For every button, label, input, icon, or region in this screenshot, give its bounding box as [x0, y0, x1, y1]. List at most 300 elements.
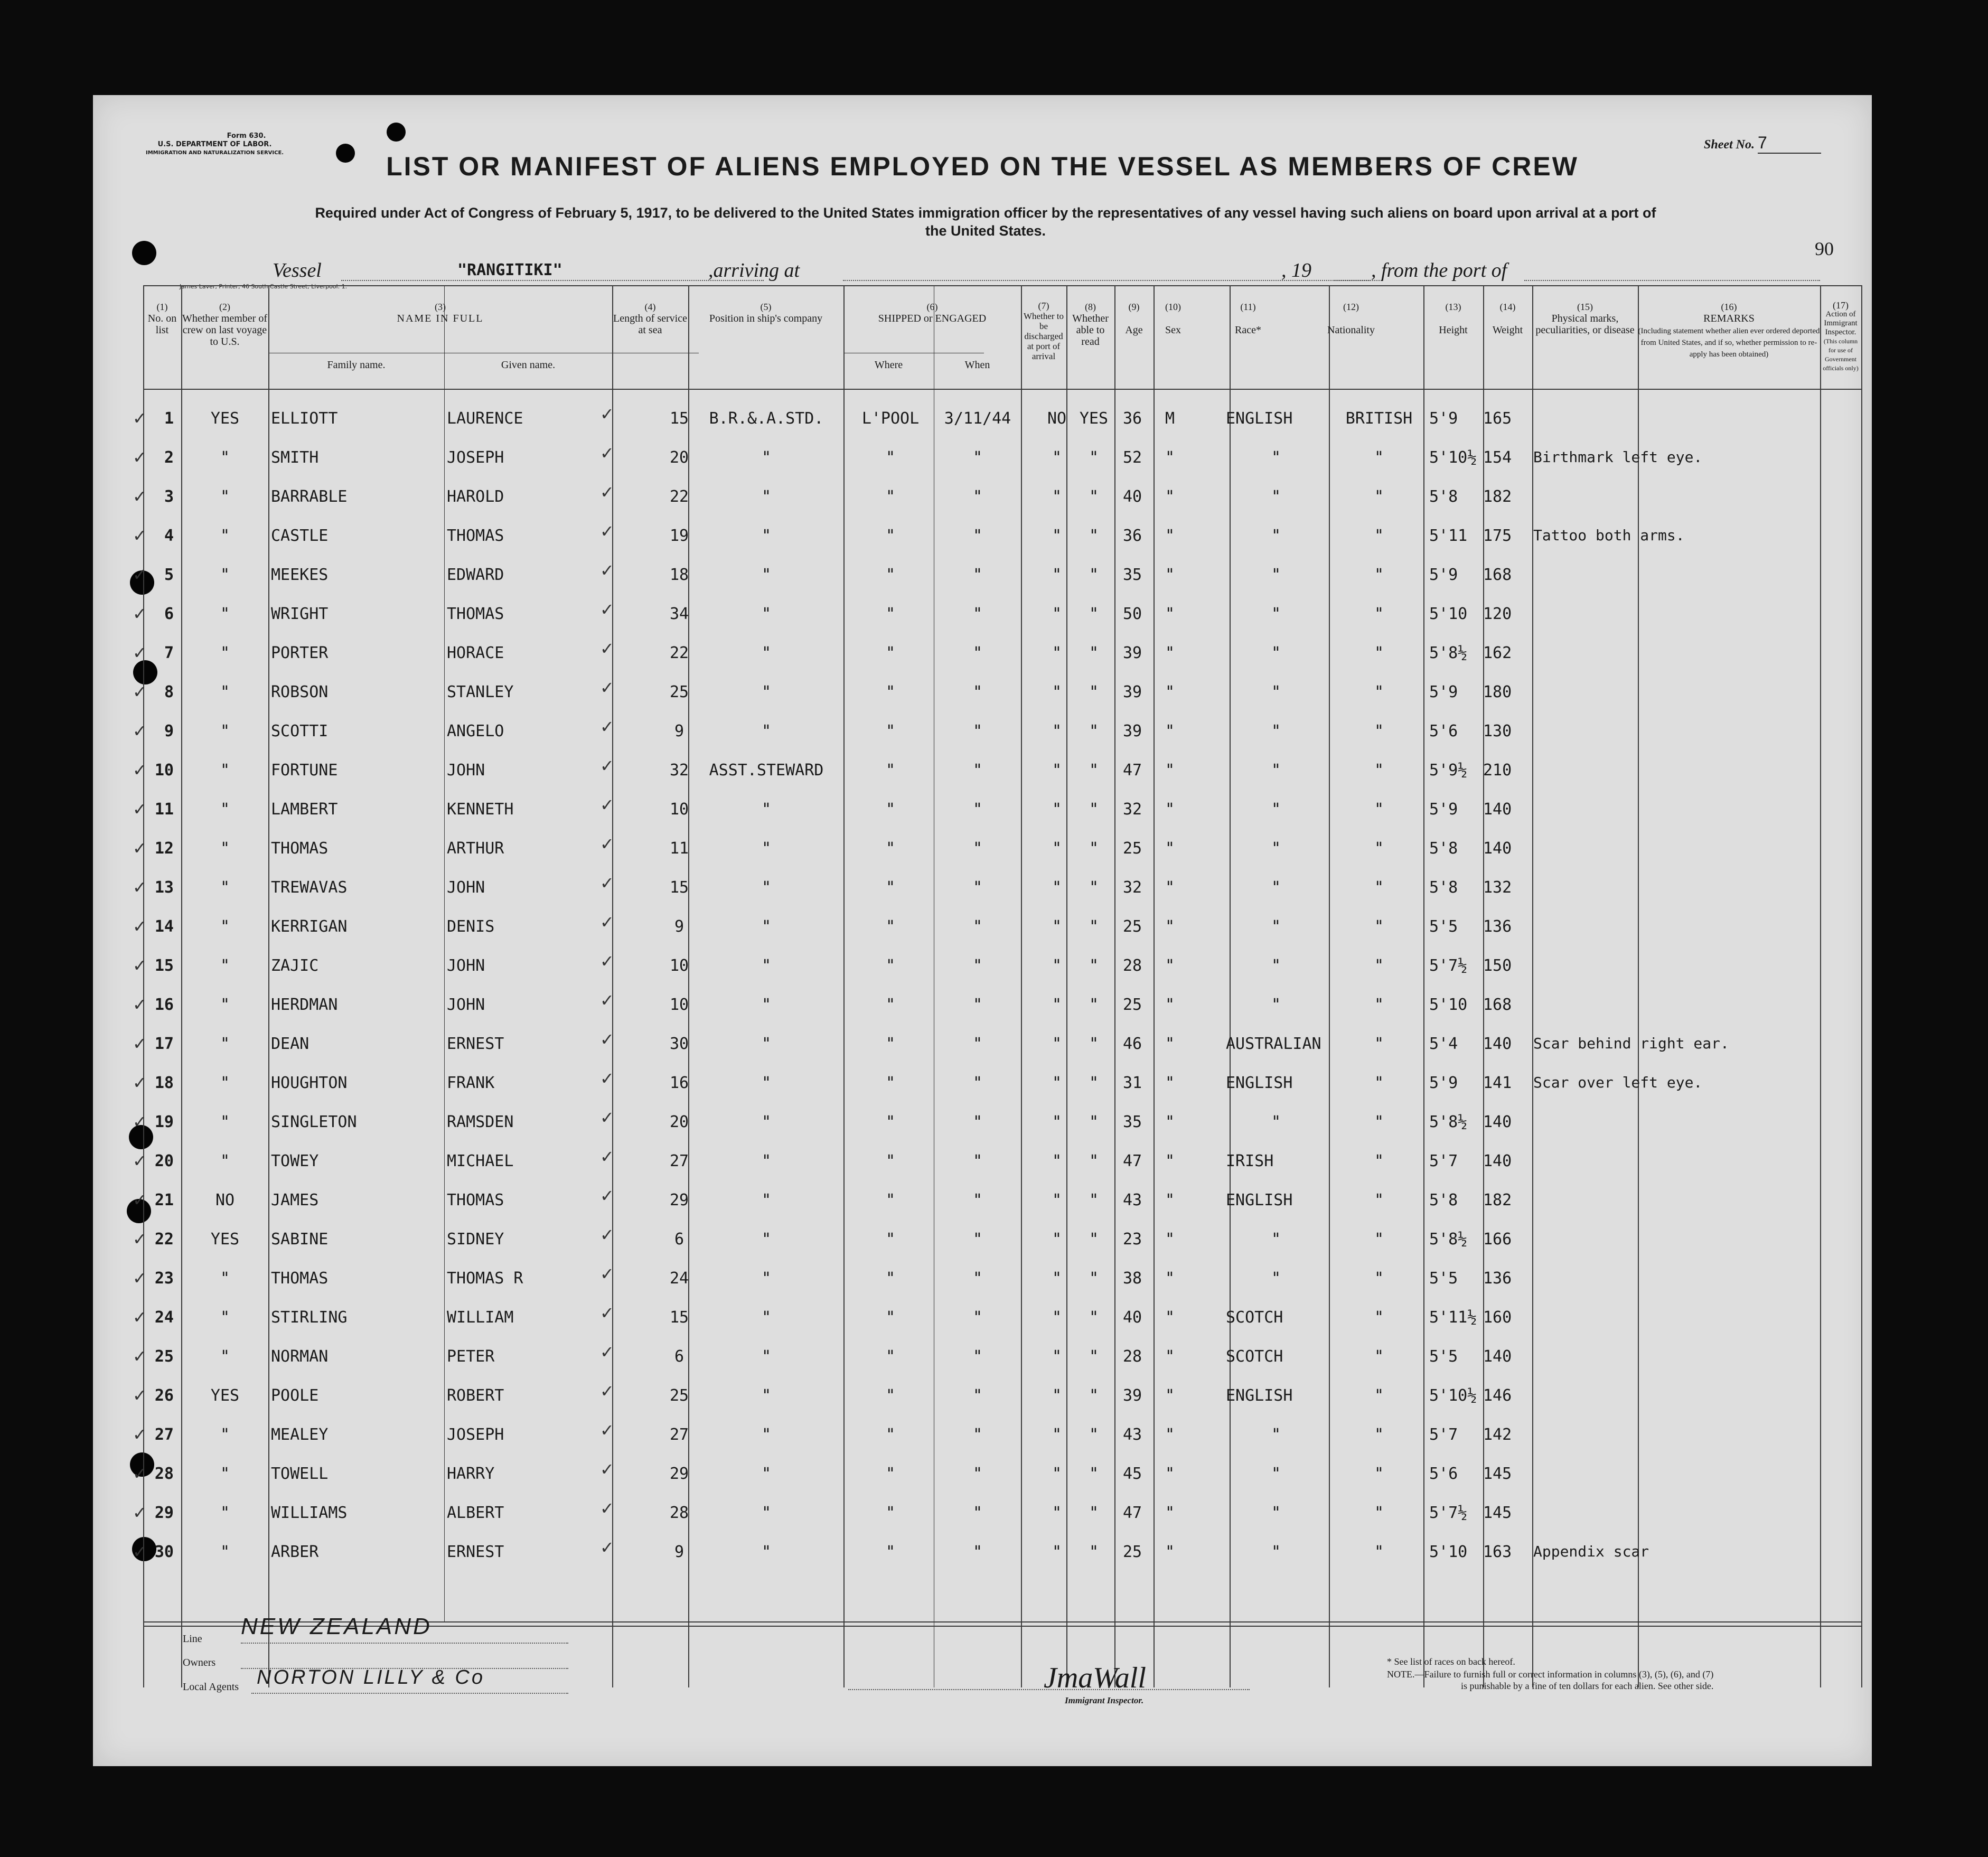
height-cell: 5'8½	[1429, 1230, 1468, 1249]
position-cell: "	[761, 1035, 772, 1053]
position-cell: "	[761, 683, 772, 701]
shipped-when-cell: "	[972, 1308, 983, 1327]
weight-cell: 130	[1483, 722, 1512, 740]
age-cell: 25	[1123, 917, 1142, 936]
family-name-cell: ELLIOTT	[271, 409, 338, 428]
height-cell: 5'10	[1429, 996, 1468, 1014]
age-cell: 46	[1123, 1035, 1142, 1053]
check-mark-icon: ✓	[600, 1537, 614, 1558]
check-mark-icon: ✓	[133, 760, 147, 780]
service-cell: 29	[669, 1465, 689, 1483]
service-cell: 25	[669, 683, 689, 701]
header-weight: (14) Weight	[1492, 302, 1523, 336]
manifest-sheet: Form 630. U.S. DEPARTMENT OF LABOR. IMMIGRATION AND NATURALIZATION SERVICE. Sheet No. 7 90 LIST OR MANIFEST OF ALIENS EMPLOYED ON THE VESSEL AS MEMBERS OF CREW Required under Act of Congress of February 5, 1917, to be delivered to the United States immigration officer by the representatives of any vessel having such aliens on board upon arrival at a port of the United States. Vessel "RANGITIKI" ,arriving at , 19 , from the port of James Laver, Printer, 46 South Castle Street, Liverpool. 1. (1) No. on list (2) Whether member of crew on last voyage to U.S. (3) NAME IN FULL Family name. Given name. (4) Length of service at sea (5) Position in ship's company (6) SHIPPED or ENGAGED Where When (7) Whether to be discharged at port of arrival (8) Whether able to read (9) Age (10) Sex (11) Race* (12) Nationality (13) Height (14) Weight (15) Physical marks, peculiarities, or disease (16) REMARKS (Including statement whether alien ever ordered deported from United States, and if so, whether permission to re-apply has been obtained) (17) Action of Immigrant Inspector. (This column for use of Government officials only) 1 YES ELLIOTT LAURENCE 15 B.R.&.A.STD. L'POOL 3/11/44 NO YES 36 M ENGLISH BRITISH 5'9 165 ✓ ✓ 2 " SMITH JOSEPH 20 " " " " " 52 " " " 5'10½ 154 Birthmark left eye. ✓ ✓ 3 " BARRABLE HAROLD 22 " " " " " 40 " " " 5'8 182 ✓ ✓ 4 " CASTLE THOMAS 19 " " " " " 36 " " " 5'11 175 Tattoo both arms. ✓ ✓ 5 " MEEKES EDWARD 18 " " " " " 35 " " " 5'9 168 ✓ ✓ 6 " WRIGHT THOMAS 34 " " " " " 50 " " " 5'10 120 ✓ ✓ 7 " PORTER HORACE 22 " " " " " 39 " " " 5'8½ 162 ✓ ✓ 8 " ROBSON STANLEY 25 " " " " " 39 " " " 5'9 180 ✓ ✓ 9 " SCOTTI ANGELO 9 " " " " " 39 " " " 5'6 130 ✓ ✓ 10 " FORTUNE JOHN 32 ASST.STEWARD " " " " 47 " " " 5'9½ 210 ✓ ✓ 11 " LAMBERT KENNETH 10 " " " " " 32 " " " 5'9 140 ✓ ✓ 12 " THOMAS ARTHUR 11 " " " " " 25 " " " 5'8 140 ✓ ✓ 13 " TREWAVAS JOHN 15 " " " " " 32 " " " 5'8 132 ✓ ✓ 14 " KERRIGAN DENIS 9 " " " " " 25 " " " 5'5 136 ✓ ✓ 15 " ZAJIC JOHN 10 " " " " " 28 " " " 5'7½ 150 ✓ ✓ 16 " HERDMAN JOHN 10 " " " " " 25 " " " 5'10 168 ✓ ✓ 17 " DEAN ERNEST 30 " " " " " 46 " AUSTRALIAN " 5'4 140 Scar behind right ear. ✓ ✓ 18 " HOUGHTON FRANK 16 " " " " " 31 " ENGLISH " 5'9 141 Scar over left eye. ✓ ✓ 19 " SINGLETON RAMSDEN 20 " " " " " 35 " " " 5'8½ 140 ✓ ✓ 20 " TOWEY MICHAEL 27 " " " " " 47 " IRISH " 5'7 140 ✓ ✓ 21 NO JAMES THOMAS 29 " " " " " 43 " ENGLISH " 5'8 182 ✓ ✓ 22 YES SABINE SIDNEY 6 " " " " " 23 " " " 5'8½ 166 ✓ ✓ 23 " THOMAS THOMAS R 24 " " " " " 38 " " " 5'5 136 ✓ ✓ 24 " STIRLING WILLIAM 15 " " " " " 40 " SCOTCH " 5'11½ 160 ✓ ✓ 25 " NORMAN PETER 6 " " " " " 28 " SCOTCH " 5'5 140 ✓ ✓ 26 YES POOLE ROBERT 25 " " " " " 39 " ENGLISH " 5'10½ 146 ✓ ✓ 27 " MEALEY JOSEPH 27 " " " " " 43 " " " 5'7 142 ✓ ✓ 28 " TOWELL HARRY 29 " " " " " 45 " " " 5'6 145 ✓ ✓ 29 " WILLIAMS ALBERT 28 " " " " " 47 " " " 5'7½ 145 ✓ ✓ 30 " ARBER ERNEST 9 " " " " " 25 " " " 5'10 163 Appendix scar ✓ ✓ Line NEW ZEALAND Owners Local Agents NORTON LILLY & Co JmaWall Immigrant Inspector. * See list of races on back hereof. NOTE.—Failure to furnish full or correct information in columns (3), (5), (6), and (7) is punishable by a fine of ten dollars for each alien. See other side.	[93, 95, 1872, 1766]
weight-cell: 141	[1483, 1074, 1512, 1092]
row-number: 19	[154, 1113, 174, 1131]
discharge-cell: "	[1052, 1504, 1062, 1522]
age-cell: 47	[1123, 761, 1142, 780]
discharge-cell: "	[1052, 1386, 1062, 1405]
nationality-cell: "	[1374, 1504, 1384, 1522]
row-number: 30	[154, 1543, 174, 1561]
weight-cell: 140	[1483, 800, 1512, 819]
race-cell: "	[1271, 878, 1281, 897]
nationality-cell: "	[1374, 644, 1384, 662]
check-mark-icon: ✓	[600, 1381, 614, 1401]
given-name-cell: THOMAS R	[447, 1269, 523, 1288]
sheet-number: Sheet No. 7	[1704, 133, 1821, 154]
nationality-cell: "	[1374, 1113, 1384, 1131]
check-mark-icon: ✓	[600, 990, 614, 1010]
sex-cell: "	[1165, 1230, 1175, 1249]
shipped-where-cell: "	[885, 1386, 896, 1405]
given-name-cell: THOMAS	[447, 605, 504, 623]
shipped-when-cell: "	[972, 1191, 983, 1209]
sex-cell: M	[1165, 409, 1175, 428]
discharge-cell: "	[1052, 1152, 1062, 1170]
row-number: 9	[164, 722, 174, 740]
col-rule	[1021, 285, 1022, 1687]
service-cell: 34	[669, 605, 689, 623]
last-voyage-cell: "	[220, 527, 230, 545]
race-cell: "	[1271, 917, 1281, 936]
sex-cell: "	[1165, 800, 1175, 819]
shipped-where-cell: "	[885, 1152, 896, 1170]
row-number: 28	[154, 1465, 174, 1483]
header-when: When	[964, 359, 990, 371]
service-cell: 22	[669, 644, 689, 662]
height-cell: 5'6	[1429, 722, 1458, 740]
last-voyage-cell: "	[220, 1465, 230, 1483]
age-cell: 23	[1123, 1230, 1142, 1249]
col-rule	[1638, 285, 1639, 1687]
family-name-cell: CASTLE	[271, 527, 329, 545]
family-name-cell: KERRIGAN	[271, 917, 348, 936]
position-cell: "	[761, 1308, 772, 1327]
weight-cell: 136	[1483, 1269, 1512, 1288]
check-mark-icon: ✓	[133, 995, 147, 1015]
col-rule	[1532, 285, 1533, 1687]
family-name-cell: PORTER	[271, 644, 329, 662]
family-name-cell: ROBSON	[271, 683, 329, 701]
nationality-cell: "	[1374, 1191, 1384, 1209]
read-cell: YES	[1079, 409, 1109, 428]
position-cell: "	[761, 527, 772, 545]
position-cell: "	[761, 1230, 772, 1249]
nationality-cell: "	[1374, 996, 1384, 1014]
header-discharge: (7) Whether to be discharged at port of arrival	[1024, 301, 1064, 361]
check-mark-icon: ✓	[133, 1112, 147, 1132]
read-cell: "	[1089, 878, 1099, 897]
sex-cell: "	[1165, 1035, 1175, 1053]
read-cell: "	[1089, 1269, 1099, 1288]
read-cell: "	[1089, 1191, 1099, 1209]
given-name-cell: MICHAEL	[447, 1152, 514, 1170]
check-mark-icon: ✓	[133, 1542, 147, 1562]
race-cell: ENGLISH	[1226, 1191, 1293, 1209]
check-mark-icon: ✓	[133, 486, 147, 507]
age-cell: 39	[1123, 683, 1142, 701]
service-cell: 6	[674, 1230, 684, 1249]
race-cell: ENGLISH	[1226, 409, 1293, 428]
given-name-cell: HARRY	[447, 1465, 495, 1483]
check-mark-icon: ✓	[600, 1029, 614, 1049]
shipped-where-cell: "	[885, 722, 896, 740]
height-cell: 5'10½	[1429, 1386, 1477, 1405]
check-mark-icon: ✓	[133, 1190, 147, 1210]
race-cell: SCOTCH	[1226, 1308, 1283, 1327]
shipped-where-cell: "	[885, 956, 896, 975]
position-cell: "	[761, 1386, 772, 1405]
height-cell: 5'5	[1429, 1347, 1458, 1366]
shipped-where-cell: "	[885, 1269, 896, 1288]
row-number: 6	[164, 605, 174, 623]
row-number: 20	[154, 1152, 174, 1170]
position-cell: B.R.&.A.STD.	[709, 409, 824, 428]
given-name-cell: JOHN	[447, 761, 485, 780]
nationality-cell: "	[1374, 1386, 1384, 1405]
check-mark-icon: ✓	[600, 1264, 614, 1284]
position-cell: "	[761, 1191, 772, 1209]
discharge-cell: "	[1052, 761, 1062, 780]
weight-cell: 132	[1483, 878, 1512, 897]
sex-cell: "	[1165, 1543, 1175, 1561]
col-rule	[1861, 285, 1862, 1687]
nationality-cell: "	[1374, 1035, 1384, 1053]
position-cell: "	[761, 1074, 772, 1092]
weight-cell: 145	[1483, 1465, 1512, 1483]
header-nationality: (12) Nationality	[1327, 302, 1375, 336]
discharge-cell: "	[1052, 996, 1062, 1014]
position-cell: "	[761, 1504, 772, 1522]
height-cell: 5'10	[1429, 1543, 1468, 1561]
height-cell: 5'8½	[1429, 1113, 1468, 1131]
given-name-cell: ANGELO	[447, 722, 504, 740]
page-title: LIST OR MANIFEST OF ALIENS EMPLOYED ON THE VESSEL AS MEMBERS OF CREW	[386, 152, 1579, 181]
sex-cell: "	[1165, 1425, 1175, 1444]
header-service: (4) Length of service at sea	[613, 302, 687, 336]
weight-cell: 136	[1483, 917, 1512, 936]
last-voyage-cell: "	[220, 956, 230, 975]
service-cell: 25	[669, 1386, 689, 1405]
nationality-cell: "	[1374, 1152, 1384, 1170]
read-cell: "	[1089, 1425, 1099, 1444]
family-name-cell: POOLE	[271, 1386, 319, 1405]
age-cell: 39	[1123, 1386, 1142, 1405]
weight-cell: 182	[1483, 1191, 1512, 1209]
shipped-when-cell: "	[972, 878, 983, 897]
row-number: 16	[154, 996, 174, 1014]
discharge-cell: "	[1052, 1230, 1062, 1249]
check-mark-icon: ✓	[133, 1151, 147, 1171]
row-number: 25	[154, 1347, 174, 1366]
weight-cell: 140	[1483, 839, 1512, 858]
age-cell: 40	[1123, 487, 1142, 506]
read-cell: "	[1089, 1308, 1099, 1327]
read-cell: "	[1089, 487, 1099, 506]
discharge-cell: "	[1052, 527, 1062, 545]
row-number: 2	[164, 448, 174, 467]
header-remarks: (16) REMARKS (Including statement whether alien ever ordered deported from United States, and if so, whether permission to re-apply has been obtained)	[1638, 302, 1820, 359]
race-cell: ENGLISH	[1226, 1074, 1293, 1092]
check-mark-icon: ✓	[600, 678, 614, 698]
header-given-name: Given name.	[501, 359, 556, 371]
service-cell: 27	[669, 1152, 689, 1170]
service-cell: 30	[669, 1035, 689, 1053]
col-rule	[1329, 285, 1330, 1687]
shipped-when-cell: "	[972, 996, 983, 1014]
weight-cell: 160	[1483, 1308, 1512, 1327]
last-voyage-cell: "	[220, 1347, 230, 1366]
sex-cell: "	[1165, 605, 1175, 623]
weight-cell: 145	[1483, 1504, 1512, 1522]
height-cell: 5'9	[1429, 409, 1458, 428]
sex-cell: "	[1165, 956, 1175, 975]
row-number: 4	[164, 527, 174, 545]
sex-cell: "	[1165, 1386, 1175, 1405]
check-mark-icon: ✓	[600, 1186, 614, 1206]
nationality-cell: "	[1374, 448, 1384, 467]
row-number: 5	[164, 566, 174, 584]
position-cell: "	[761, 1465, 772, 1483]
check-mark-icon: ✓	[133, 916, 147, 936]
header-rule	[143, 389, 1862, 390]
read-cell: "	[1089, 956, 1099, 975]
service-cell: 9	[674, 1543, 684, 1561]
shipped-when-cell: 3/11/44	[944, 409, 1011, 428]
shipped-when-cell: "	[972, 527, 983, 545]
sex-cell: "	[1165, 683, 1175, 701]
given-name-cell: JOSEPH	[447, 1425, 504, 1444]
row-number: 10	[154, 761, 174, 780]
header-where: Where	[874, 359, 903, 371]
read-cell: "	[1089, 1074, 1099, 1092]
race-cell: "	[1271, 487, 1281, 506]
header-read: (8) Whether able to read	[1072, 302, 1109, 348]
marks-cell: Appendix scar	[1533, 1543, 1649, 1560]
family-name-cell: FORTUNE	[271, 761, 338, 780]
check-mark-icon: ✓	[600, 834, 614, 854]
height-cell: 5'8	[1429, 487, 1458, 506]
row-number: 23	[154, 1269, 174, 1288]
shipped-when-cell: "	[972, 1074, 983, 1092]
form-identifier: Form 630. U.S. DEPARTMENT OF LABOR. IMMIGRATION AND NATURALIZATION SERVICE.	[146, 132, 284, 156]
check-mark-icon: ✓	[600, 717, 614, 737]
position-cell: "	[761, 566, 772, 584]
nationality-cell: "	[1374, 800, 1384, 819]
family-name-cell: TOWELL	[271, 1465, 329, 1483]
service-cell: 27	[669, 1425, 689, 1444]
height-cell: 5'9	[1429, 1074, 1458, 1092]
inspector-signature: JmaWall	[1044, 1662, 1146, 1694]
last-voyage-cell: "	[220, 761, 230, 780]
check-mark-icon: ✓	[600, 1108, 614, 1128]
marks-cell: Scar behind right ear.	[1533, 1035, 1729, 1052]
age-cell: 28	[1123, 956, 1142, 975]
read-cell: "	[1089, 644, 1099, 662]
race-cell: "	[1271, 566, 1281, 584]
shipped-where-cell: "	[885, 448, 896, 467]
given-name-cell: EDWARD	[447, 566, 504, 584]
age-cell: 43	[1123, 1425, 1142, 1444]
shipped-when-cell: "	[972, 1347, 983, 1366]
family-name-cell: JAMES	[271, 1191, 319, 1209]
last-voyage-cell: "	[220, 1152, 230, 1170]
service-cell: 10	[669, 956, 689, 975]
shipped-where-cell: L'POOL	[861, 409, 920, 428]
check-mark-icon: ✓	[600, 1147, 614, 1167]
row-number: 7	[164, 644, 174, 662]
discharge-cell: "	[1052, 1465, 1062, 1483]
family-name-cell: BARRABLE	[271, 487, 348, 506]
nationality-cell: "	[1374, 1269, 1384, 1288]
discharge-cell: "	[1052, 722, 1062, 740]
header-last-voyage: (2) Whether member of crew on last voyage to U.S.	[182, 302, 268, 348]
service-cell: 15	[669, 878, 689, 897]
check-mark-icon: ✓	[600, 1498, 614, 1518]
read-cell: "	[1089, 1504, 1099, 1522]
sex-cell: "	[1165, 644, 1175, 662]
service-cell: 9	[674, 722, 684, 740]
shipped-when-cell: "	[972, 800, 983, 819]
agents-value: NORTON LILLY & Co	[257, 1666, 485, 1689]
nationality-cell: "	[1374, 1425, 1384, 1444]
discharge-cell: "	[1052, 487, 1062, 506]
col-rule	[843, 285, 845, 1687]
height-cell: 5'7½	[1429, 956, 1468, 975]
weight-cell: 162	[1483, 644, 1512, 662]
shipped-when-cell: "	[972, 722, 983, 740]
check-mark-icon: ✓	[600, 639, 614, 659]
age-cell: 35	[1123, 1113, 1142, 1131]
header-no: (1) No. on list	[147, 302, 177, 336]
nationality-cell: "	[1374, 1308, 1384, 1327]
last-voyage-cell: "	[220, 1504, 230, 1522]
inspector-label: Immigrant Inspector.	[1065, 1695, 1144, 1705]
check-mark-icon: ✓	[133, 1385, 147, 1405]
check-mark-icon: ✓	[600, 873, 614, 893]
read-cell: "	[1089, 1035, 1099, 1053]
header-name: (3) NAME IN FULL	[397, 302, 484, 324]
family-name-cell: STIRLING	[271, 1308, 348, 1327]
race-cell: "	[1271, 996, 1281, 1014]
nationality-cell: "	[1374, 566, 1384, 584]
family-name-cell: SINGLETON	[271, 1113, 357, 1131]
row-number: 18	[154, 1074, 174, 1092]
shipped-when-cell: "	[972, 1035, 983, 1053]
shipped-when-cell: "	[972, 1425, 983, 1444]
read-cell: "	[1089, 1465, 1099, 1483]
age-cell: 25	[1123, 1543, 1142, 1561]
read-cell: "	[1089, 605, 1099, 623]
age-cell: 25	[1123, 839, 1142, 858]
nationality-cell: "	[1374, 917, 1384, 936]
check-mark-icon: ✓	[133, 604, 147, 624]
last-voyage-cell: YES	[210, 1386, 240, 1405]
race-cell: "	[1271, 956, 1281, 975]
line-rule	[241, 1643, 568, 1644]
discharge-cell: "	[1052, 1191, 1062, 1209]
nationality-cell: "	[1374, 839, 1384, 858]
sex-cell: "	[1165, 996, 1175, 1014]
weight-cell: 166	[1483, 1230, 1512, 1249]
shipped-when-cell: "	[972, 566, 983, 584]
race-cell: "	[1271, 1113, 1281, 1131]
shipped-where-cell: "	[885, 878, 896, 897]
check-mark-icon: ✓	[133, 1503, 147, 1523]
race-cell: "	[1271, 839, 1281, 858]
height-cell: 5'7	[1429, 1152, 1458, 1170]
weight-cell: 146	[1483, 1386, 1512, 1405]
header-sex: (10) Sex	[1165, 302, 1181, 336]
check-mark-icon: ✓	[600, 912, 614, 932]
row-number: 11	[154, 800, 174, 819]
check-mark-icon: ✓	[600, 795, 614, 815]
shipped-when-cell: "	[972, 761, 983, 780]
weight-cell: 168	[1483, 566, 1512, 584]
service-cell: 20	[669, 1113, 689, 1131]
check-mark-icon: ✓	[600, 599, 614, 620]
shipped-when-cell: "	[972, 1113, 983, 1131]
position-cell: "	[761, 1269, 772, 1288]
age-cell: 38	[1123, 1269, 1142, 1288]
position-cell: "	[761, 1543, 772, 1561]
shipped-where-cell: "	[885, 566, 896, 584]
height-cell: 5'5	[1429, 917, 1458, 936]
shipped-when-cell: "	[972, 1386, 983, 1405]
given-name-cell: FRANK	[447, 1074, 495, 1092]
shipped-where-cell: "	[885, 800, 896, 819]
row-number: 13	[154, 878, 174, 897]
check-mark-icon: ✓	[133, 408, 147, 428]
family-name-cell: SMITH	[271, 448, 319, 467]
shipped-where-cell: "	[885, 1347, 896, 1366]
read-cell: "	[1089, 1230, 1099, 1249]
race-cell: "	[1271, 761, 1281, 780]
header-race: (11) Race*	[1235, 302, 1261, 336]
row-number: 12	[154, 839, 174, 858]
discharge-cell: "	[1052, 1113, 1062, 1131]
race-cell: "	[1271, 1425, 1281, 1444]
family-name-cell: THOMAS	[271, 1269, 329, 1288]
nationality-cell: "	[1374, 761, 1384, 780]
height-cell: 5'10½	[1429, 448, 1477, 467]
sex-cell: "	[1165, 1504, 1175, 1522]
family-name-cell: WRIGHT	[271, 605, 329, 623]
last-voyage-cell: NO	[215, 1191, 235, 1209]
position-cell: "	[761, 956, 772, 975]
service-cell: 24	[669, 1269, 689, 1288]
shipped-where-cell: "	[885, 1230, 896, 1249]
shipped-where-cell: "	[885, 487, 896, 506]
read-cell: "	[1089, 683, 1099, 701]
family-name-cell: LAMBERT	[271, 800, 338, 819]
age-cell: 50	[1123, 605, 1142, 623]
sex-cell: "	[1165, 839, 1175, 858]
discharge-cell: "	[1052, 878, 1062, 897]
given-name-cell: SIDNEY	[447, 1230, 504, 1249]
given-name-cell: LAURENCE	[447, 409, 523, 428]
check-mark-icon: ✓	[133, 1464, 147, 1484]
sex-cell: "	[1165, 1074, 1175, 1092]
discharge-cell: "	[1052, 1347, 1062, 1366]
age-cell: 25	[1123, 996, 1142, 1014]
discharge-cell: "	[1052, 683, 1062, 701]
service-cell: 15	[669, 1308, 689, 1327]
row-number: 24	[154, 1308, 174, 1327]
position-cell: "	[761, 644, 772, 662]
service-cell: 18	[669, 566, 689, 584]
race-cell: "	[1271, 448, 1281, 467]
